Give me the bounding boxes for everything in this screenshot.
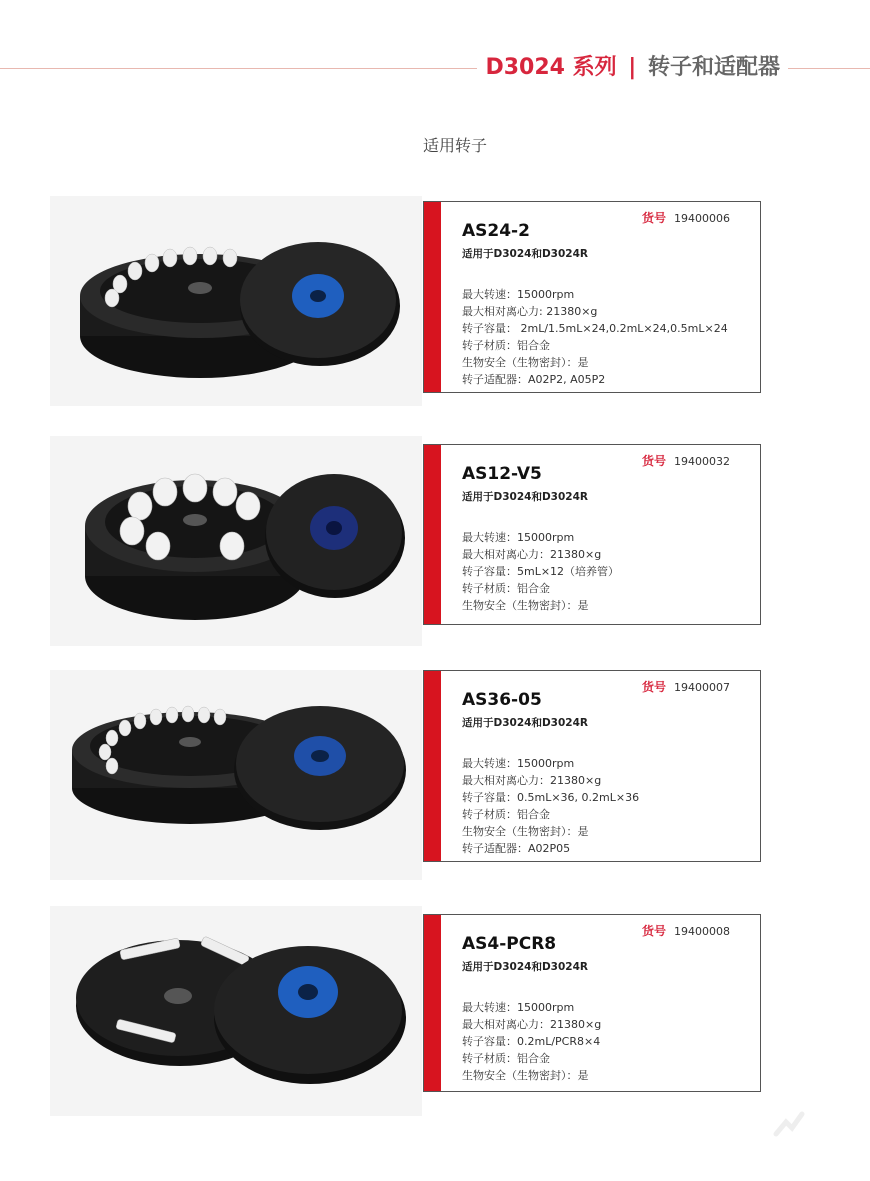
rotor-image-as36-05 — [50, 670, 422, 880]
catalog-number — [642, 678, 730, 695]
spec-item: 生物安全（生物密封）：是 — [462, 599, 589, 612]
spec-item: 最大相对离心力: 21380×g — [462, 305, 598, 318]
catalog-number — [642, 922, 730, 939]
catalog-value: 19400006 — [674, 212, 730, 225]
header-subtitle: 转子和适配器 — [647, 55, 780, 80]
model-name: AS36-05 — [462, 690, 542, 710]
spec-item: 最大转速：15000rpm — [462, 288, 575, 301]
accent-bar — [424, 671, 441, 861]
model-name: AS24-2 — [462, 221, 530, 241]
compatibility: 适用于D3024和D3024R — [462, 961, 588, 973]
catalog-label: 货号 — [641, 454, 666, 468]
catalog-number — [642, 209, 730, 226]
spec-item: 转子适配器：A02P2, A05P2 — [462, 373, 606, 386]
spec-item: 转子容量：5mL×12（培养管） — [462, 565, 620, 578]
page-header — [477, 54, 788, 82]
spec-item: 最大相对离心力：21380×g — [462, 548, 602, 561]
rotor-image-as12-v5 — [50, 436, 422, 646]
spec-item: 转子材质：铝合金 — [462, 339, 550, 352]
spec-item: 转子容量：0.5mL×36, 0.2mL×36 — [462, 791, 640, 804]
model-name: AS4-PCR8 — [462, 934, 557, 954]
spec-item: 转子适配器：A02P05 — [462, 842, 571, 855]
spec-item: 转子材质：铝合金 — [462, 582, 550, 595]
product-card — [423, 670, 761, 862]
spec-item: 转子容量： 2mL/1.5mL×24,0.2mL×24,0.5mL×24 — [462, 322, 728, 335]
accent-bar — [424, 445, 441, 624]
compatibility: 适用于D3024和D3024R — [462, 248, 588, 260]
rotor-image-as4-pcr8 — [50, 906, 422, 1116]
compatibility: 适用于D3024和D3024R — [462, 717, 588, 729]
accent-bar — [424, 202, 441, 392]
spec-item: 转子材质：铝合金 — [462, 1052, 550, 1065]
product-card — [423, 444, 761, 625]
spec-list — [462, 286, 754, 388]
spec-item: 生物安全（生物密封）：是 — [462, 356, 589, 369]
accent-bar — [424, 915, 441, 1091]
header-series: D3024 系列 — [485, 55, 617, 80]
header-separator: | — [628, 55, 637, 80]
rotor-image-as24-2 — [50, 196, 422, 406]
spec-item: 转子材质：铝合金 — [462, 808, 550, 821]
spec-item: 最大转速：15000rpm — [462, 757, 575, 770]
compatibility: 适用于D3024和D3024R — [462, 491, 588, 503]
spec-item: 最大转速：15000rpm — [462, 531, 575, 544]
spec-list — [462, 755, 754, 857]
spec-item: 最大相对离心力：21380×g — [462, 1018, 602, 1031]
product-card — [423, 201, 761, 393]
catalog-label: 货号 — [641, 680, 666, 694]
section-title: 适用转子 — [423, 136, 488, 155]
spec-item: 生物安全（生物密封）：是 — [462, 825, 589, 838]
model-name: AS12-V5 — [462, 464, 542, 484]
watermark-logo-icon — [772, 1108, 806, 1142]
catalog-label: 货号 — [641, 211, 666, 225]
catalog-value: 19400008 — [674, 925, 730, 938]
catalog-number — [642, 452, 730, 469]
catalog-value: 19400032 — [674, 455, 730, 468]
catalog-value: 19400007 — [674, 681, 730, 694]
spec-list — [462, 999, 754, 1084]
spec-item: 生物安全（生物密封）：是 — [462, 1069, 589, 1082]
spec-list — [462, 529, 754, 614]
spec-item: 最大相对离心力：21380×g — [462, 774, 602, 787]
spec-item: 最大转速：15000rpm — [462, 1001, 575, 1014]
product-card — [423, 914, 761, 1092]
spec-item: 转子容量：0.2mL/PCR8×4 — [462, 1035, 601, 1048]
catalog-label: 货号 — [641, 924, 666, 938]
